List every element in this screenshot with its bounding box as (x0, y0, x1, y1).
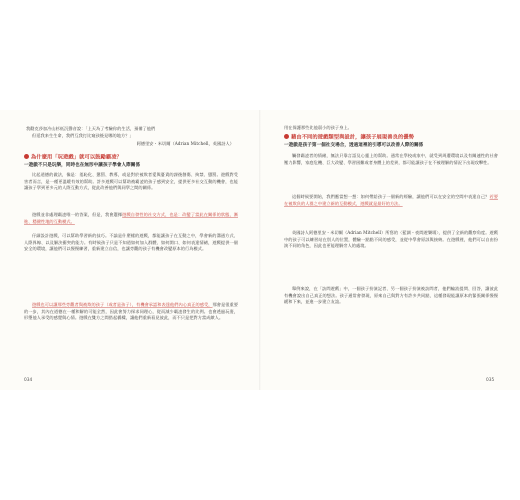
paragraph-4 (24, 302, 238, 362)
paragraph-4: 舉例來說，在「訪問遊戲」中，一個孩子扮演記者、另一個孩子扮演被訪問者，他們輪流提問、回答，讓彼此有機會說出自己真正的想法。孩子通常會發現，原來自己與對方有許多共同點，這種發現能讓原本的緊張關係慢慢緩和下來，並進一步建立友誼。 (284, 286, 498, 305)
paragraph-3: 仔細設計遊戲，可以幫助學習新的技巧。不論是什麼樣的遊戲，都能讓孩子在互動之中，學會新的溝通方式、人際界線、以及解決衝突的能力。有時候孩子只是不知道如何加入群體、如何開口、如何表達情緒，遊戲提供一個安全的環境，讓他們可以慢慢練習，重新建立自信，也讓旁觀的孩子有機會改變原本的行為模式。 (24, 233, 238, 252)
paragraph-2 (24, 212, 238, 232)
quote-attribution: 阿德里安・米切爾（Adrian Mitchell，英國詩人） (136, 141, 234, 146)
paragraph-3: 英國詩人阿德里安・米切爾（Adrian Mitchell）所寫的〈藍調・夜間遊樂場〉，提供了全新的觀察角度。遊戲中的孩子可以練習站在別人的位置，體驗一點點不同的感受，並從中學會原諒與接納。在遊戲裡，他們可以自由扮演不同的角色，因此也更能理解旁人的處境。 (284, 230, 498, 249)
paragraph-1: 比起道德的做法，像是：羞恥化、懲罰、教導，或是對於被欺者愛與憂責的課後創傷、拘禁、懲罰。遊戲對受害者而言，是一種更溫暖有效的幫助。許多遊戲可以幫助被霸凌的孩子感到安全，提供更多社交互動的機會，也能讓孩子學到更多元的人際互動方式，從此改善他們與同學之間的關係。 (24, 172, 238, 191)
quote-line-1: 我勸克莎加冷山杉低沉聲音說：「上天為了考驗你的生活，預備了他們 (26, 126, 156, 131)
section-subheading: 一遊戲是孩子第一個社交場合，透過這裡的引導可以改善人際的關係 (284, 143, 424, 148)
quote-line-2: 但延我来生生命，我們互我打比窥孩後見哪的地方？」 (32, 133, 134, 138)
intro-line: 用在保護那些比他弱小的孩子身上。 (284, 125, 352, 130)
section-heading (284, 134, 506, 142)
page-number-right: 035 (486, 378, 495, 383)
right-page (260, 110, 520, 390)
highlighted-text: 遊戲自發性的社交方式，也是：改變了當此在關係的狀態，漸進、穩健性地的互動模式。 (24, 212, 238, 224)
paragraph-2 (284, 194, 498, 228)
paragraph-1: 觸發霸凌者的情緒，無法只靠言語及心靈上的幫助。通常在學校或家中，就受到周遭環境以及有關連性的社會壓力影響，家庭危機、巨大改變、學習困難或者身體上的差異，都可能讓孩子在不被理解的情況下出現攻擊性。 (284, 153, 498, 165)
paragraph-2-text: 這個時候要開始，我們應當想一想：如何帶給孩子一個新的經驗，讓他們可以在安全的空間中表達自己？ (292, 194, 490, 199)
section-heading (24, 154, 244, 162)
section-heading-text: 為什麼用「玩遊戲」就可以鼓勵霸凌？ (31, 154, 122, 161)
paragraph-4-text: 那會是很重要的一步，其內在道德在一種和解的可能全然，因此會努力探求同理心，從而減少霸凌發生的比例。也會透過玩耍，形塑他人承受的感覺與心情。遊戲在雙方之間搭起橋樑，讓他們重新看見彼此，而不只是把對方當成敵人。 (24, 302, 238, 321)
section-heading-text: 藉由不同的遊戲類型與設計，讓孩子展現善良的優勢 (291, 134, 414, 141)
bullet-icon (284, 134, 289, 139)
highlighted-text: 遊戲也可以讓那些旁觀者與被欺的孩子（或者是孩子），有機會承認和表達他們內心真正的感受， (32, 302, 213, 307)
left-page (0, 110, 260, 390)
section-subheading: 一遊戲不只是玩樂，同時也在無形中讓孩子學會人際關係 (24, 163, 141, 168)
page-number-left: 034 (24, 378, 33, 383)
highlighted-text: 若要在被欺負的人群之中建立新的互動模式，遊戲就是最好的方法。 (284, 194, 498, 206)
bullet-icon (24, 154, 29, 159)
paragraph-2-text: 遊戲並非處理霸凌唯一的答案，但是，我會選擇 (32, 212, 123, 217)
